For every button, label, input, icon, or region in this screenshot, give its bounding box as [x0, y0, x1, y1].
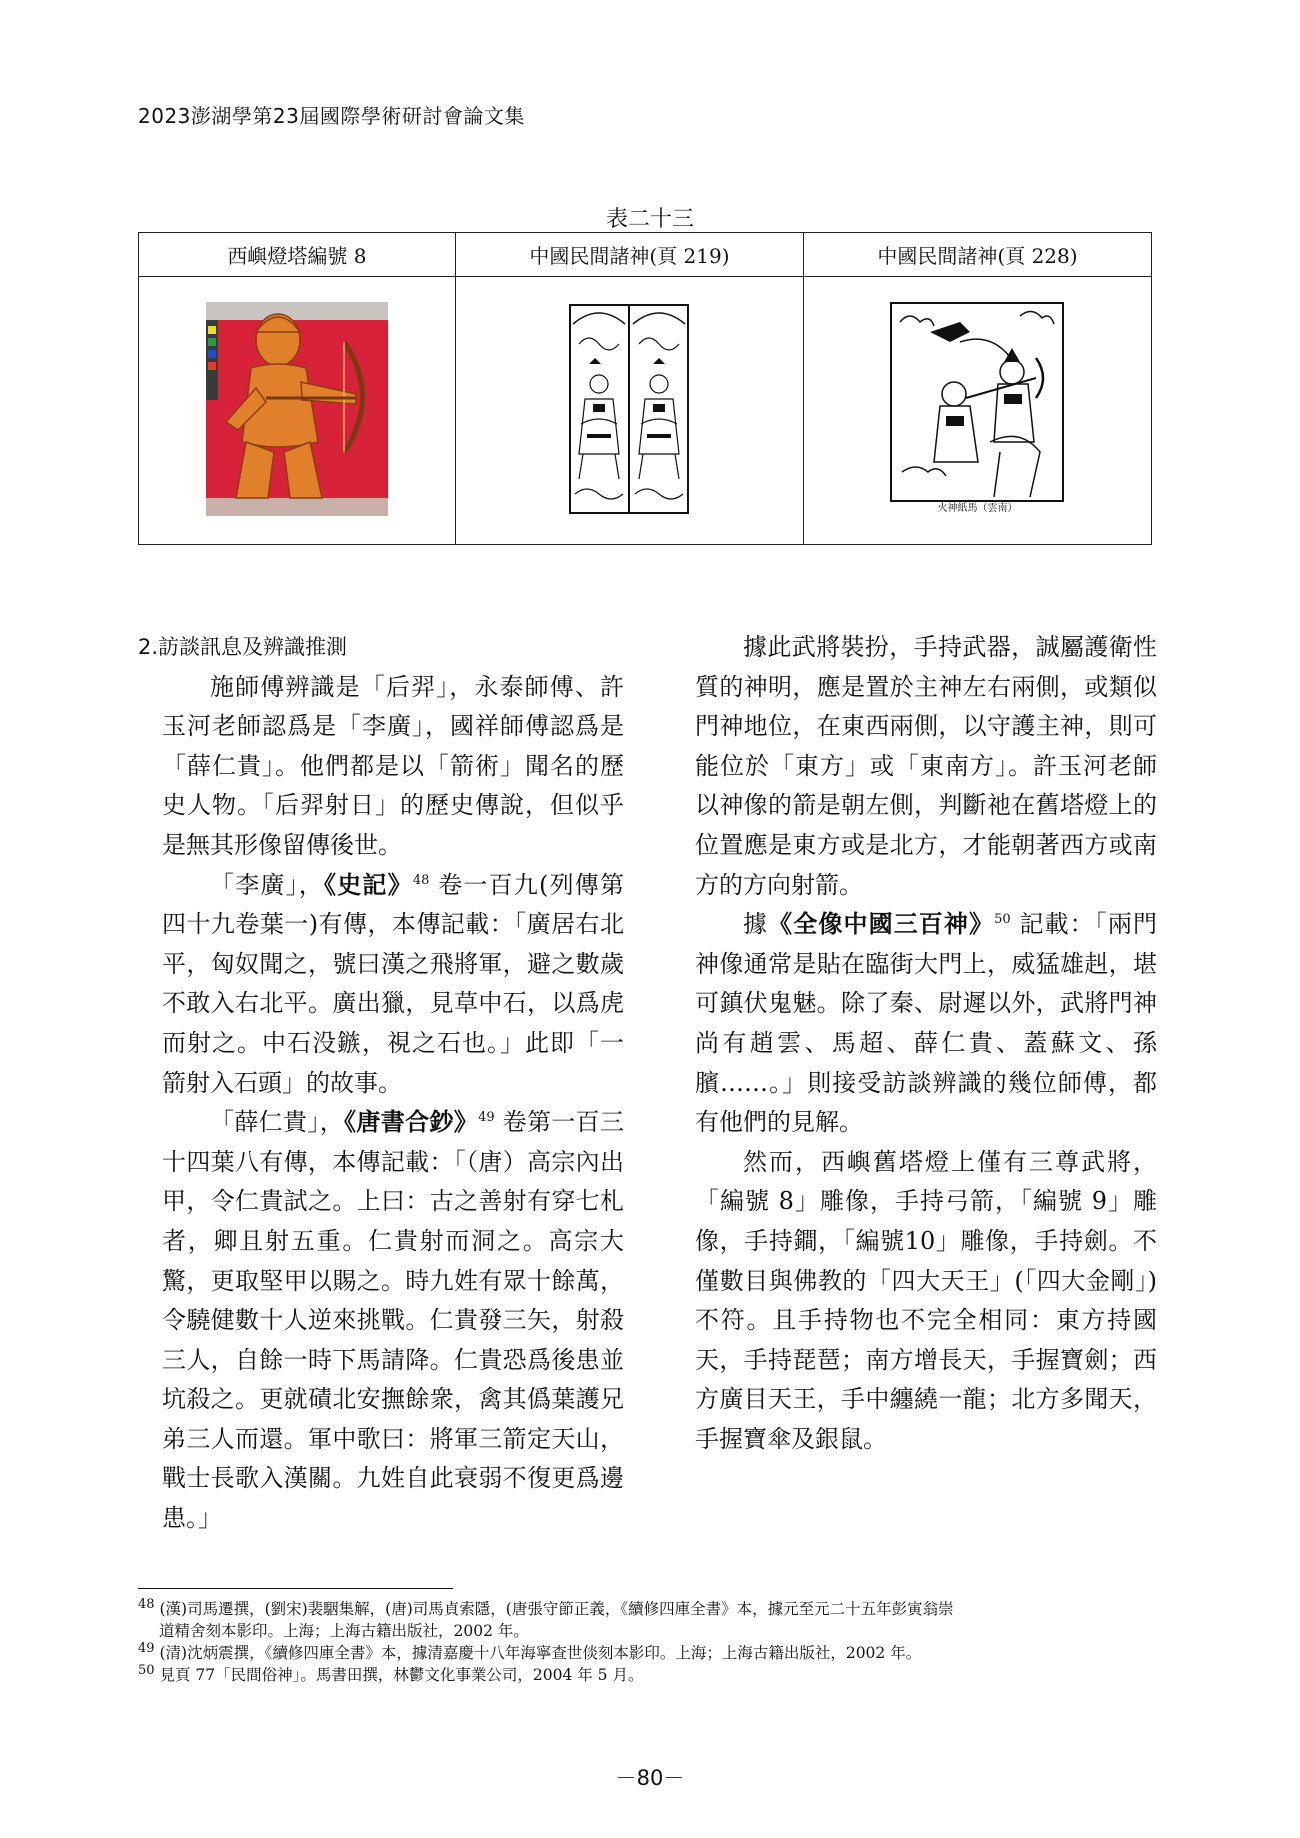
- footnote-ref-49: 49: [478, 1110, 495, 1126]
- figure-table: [138, 232, 1152, 545]
- fire-god-paper-horse-image: [890, 302, 1064, 516]
- left-paragraph-1: 施師傅辨識是「后羿」，永泰師傅、許玉河老師認爲是「李廣」，國祥師傅認爲是「薛仁貴」。他們都是以「箭術」聞名的歷史人物。「后羿射日」的歷史傳說，但似乎是無其形像留傳後世。: [162, 672, 624, 859]
- footnote-rule: [138, 1588, 453, 1589]
- right-paragraph-1: 據此武將裝扮，手持武器，誠屬護衛性質的神明，應是置於主神左右兩側，或類似門神地位，在東西兩側，以守護主神，則可能位於「東方」或「東南方」。許玉河老師以神像的箭是朝左側，判斷祂在舊塔燈上的位置應是東方或是北方，才能朝著西方或南方的方向射箭。: [695, 633, 1157, 899]
- right-paragraph-3: 然而，西嶼舊塔燈上僅有三尊武將，「編號 8」雕像，手持弓箭，「編號 9」雕像，手持鐧，「編號10」雕像，手持劍。不僅數目與佛教的「四大天王」(「四大金剛」)不符。且手持物也不完全相同：東方持國天，手持琵琶；南方增長天，手握寶劍；西方廣目天王，手中纏繞一龍；北方多聞天，手握寶傘及銀鼠。: [695, 1147, 1157, 1453]
- footnotes: [138, 1598, 1148, 1686]
- table-header-2: 中國民間諸神(頁 219): [455, 233, 803, 277]
- footnote-ref-48: 48: [412, 872, 430, 888]
- table-caption: 表二十三: [605, 207, 694, 232]
- left-column: [138, 628, 625, 1539]
- footnote-48: $^{48}$ (漢)司馬遷撰，(劉宋)裴駰集解，(唐)司馬貞索隱，(唐張守節正義，《續修四庫全書》本，據元至元二十五年彭寅翁崇: [138, 1596, 954, 1618]
- footnote-50: $^{50}$ 見頁 77「民間俗神」。馬書田撰，林鬱文化事業公司，2004 年 5 月。: [138, 1662, 644, 1684]
- left-paragraph-2: 「李廣」，《史記》$^{48}$ 卷一百九(列傳第四十九卷葉一)有傳，本傳記載：「廣居右北平，匈奴聞之，號曰漢之飛將軍，避之數歲不敢入右北平。廣出獵，見草中石，以爲虎而射之。中石没鏃，視之石也。」此即「一箭射入石頭」的故事。: [162, 870, 624, 1097]
- woodcut-cell-2: [803, 277, 1151, 545]
- book-title-shiji: 《史記》: [324, 870, 413, 899]
- book-title-quanxiang: 《全像中國三百神》: [768, 910, 995, 939]
- running-header: 2023澎湖學第23屆國際學術研討會論文集: [138, 104, 525, 128]
- footnote-49: $^{49}$ (清)沈炳震撰，《續修四庫全書》本，據清嘉慶十八年海寧查世倓刻本影印。上海；上海古籍出版社，2002 年。: [138, 1640, 922, 1662]
- image-caption: 火神紙馬（雲南）: [937, 502, 1018, 514]
- photo-cell: [139, 277, 456, 545]
- woodcut-door-gods-image: [569, 304, 689, 514]
- table-header-1: 西嶼燈塔編號 8: [139, 233, 456, 277]
- book-title-tangshu: 《唐書合鈔》: [344, 1108, 479, 1137]
- footnote-ref-50: 50: [994, 912, 1011, 928]
- woodcut-cell-1: [455, 277, 803, 545]
- page-number: －80－: [615, 1766, 685, 1790]
- right-paragraph-2: 據《全像中國三百神》$^{50}$ 記載：「兩門神像通常是貼在臨街大門上，威猛雄赳，堪可鎮伏鬼魅。除了秦、尉遲以外，武將門神尚有趙雲、馬超、薛仁貴、蓋蘇文、孫臏……。」則接受訪談辨識的幾位師傅，都有他們的見解。: [695, 910, 1158, 1137]
- section-heading: 2.訪談訊息及辨識推測: [138, 635, 348, 659]
- statue-photo: [206, 302, 388, 516]
- footnote-48-continued: 道精舍刻本影印。上海；上海古籍出版社，2002 年。: [159, 1622, 529, 1640]
- table-header-3: 中國民間諸神(頁 228): [803, 233, 1151, 277]
- right-column: [695, 628, 1157, 1459]
- left-paragraph-3: 「薛仁貴」，《唐書合鈔》$^{49}$ 卷第一百三十四葉八有傳，本傳記載：「（唐）高宗內出甲，令仁貴試之。上曰：古之善射有穿七札者，卿且射五重。仁貴射而洞之。高宗大驚，更取堅甲以賜之。時九姓有眾十餘萬，令驍健數十人逆來挑戰。仁貴發三矢，射殺三人，自餘一時下馬請降。仁貴恐爲後患並坑殺之。更就磧北安撫餘衆，禽其僞葉護兄弟三人而還。軍中歌曰：將軍三箭定天山，戰士長歌入漢關。九姓自此衰弱不復更爲邊患。」: [162, 1108, 625, 1533]
